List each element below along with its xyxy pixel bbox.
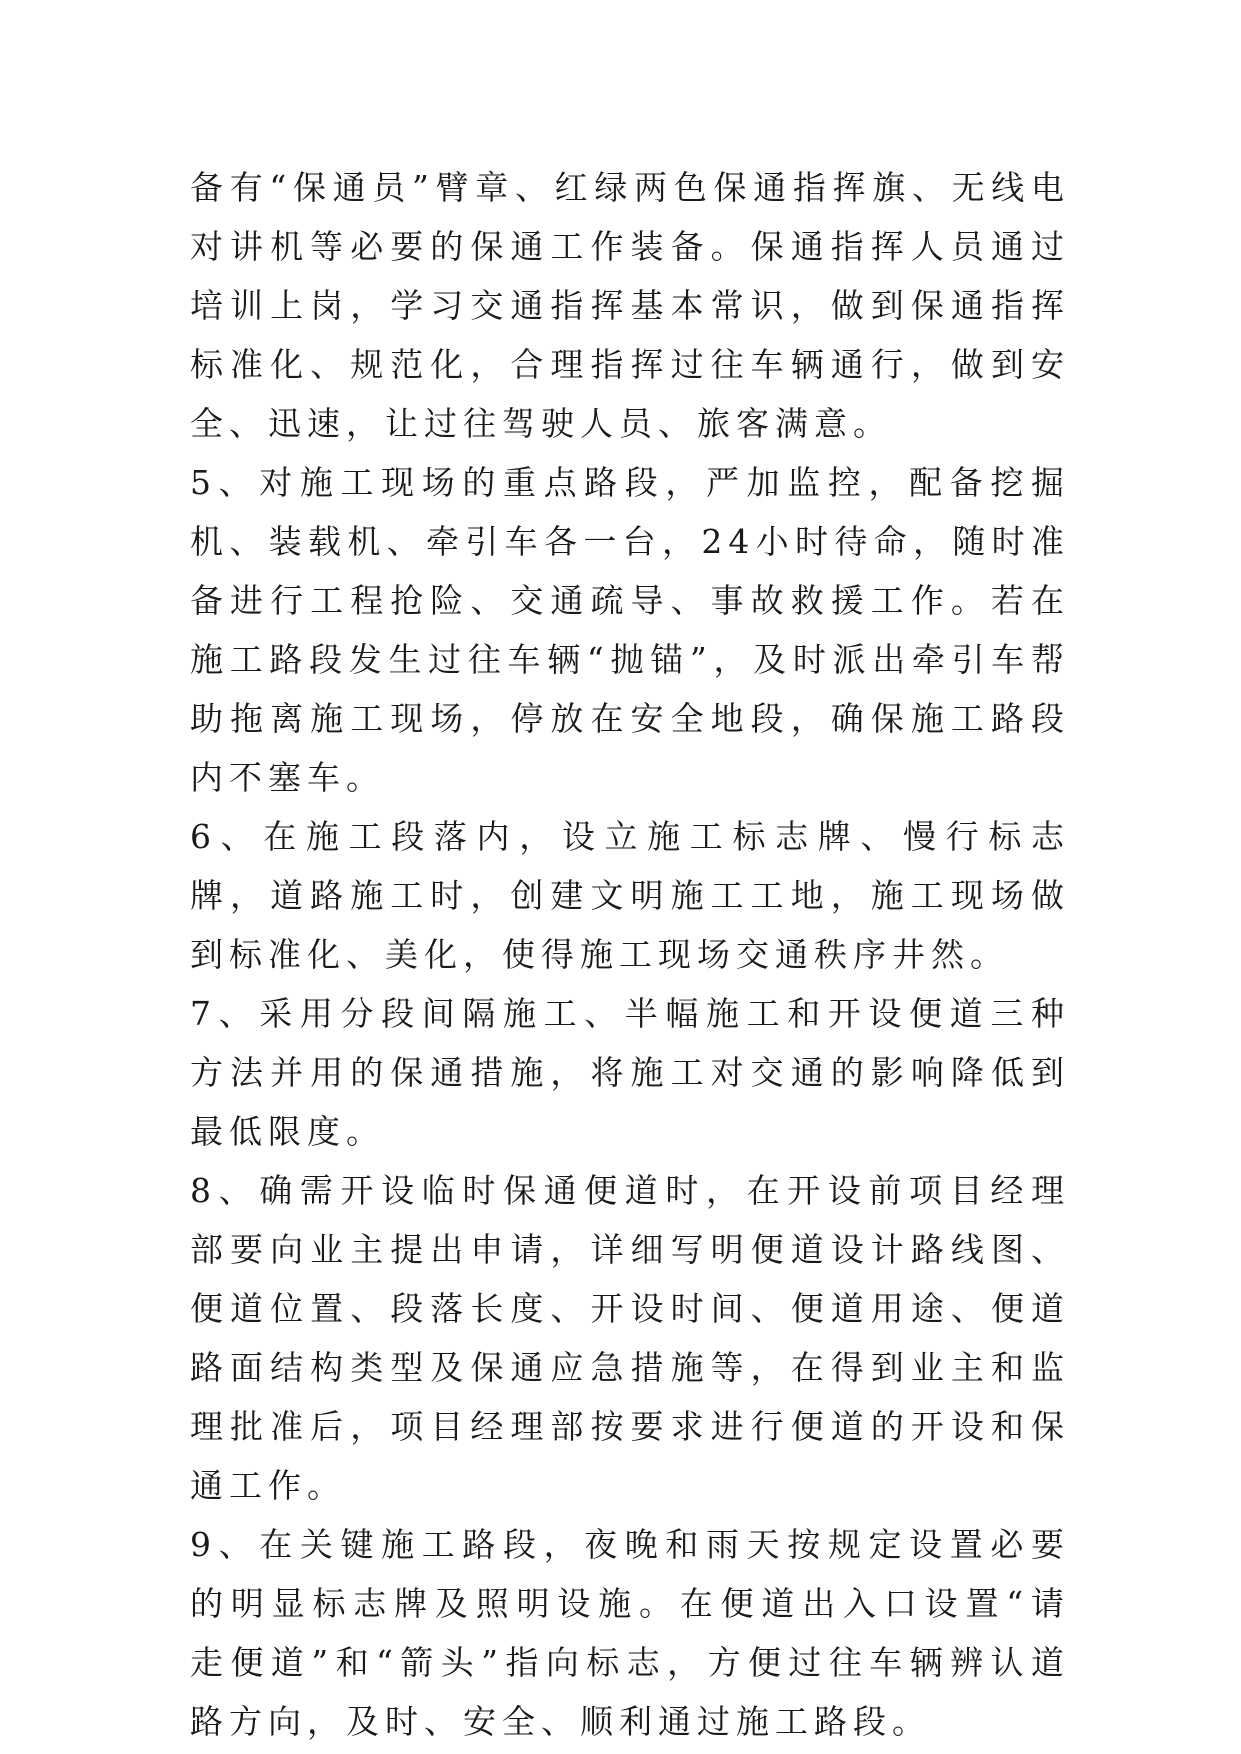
paragraph-item-8: 8、确需开设临时保通便道时，在开设前项目经理部要向业主提出申请，详细写明便道设计路线图、便道位置、段落长度、开设时间、便道用途、便道路面结构类型及保通应急措施等，在得到业主和监理批准后，项目经理部按要求进行便道的开设和保通工作。 <box>190 1171 1070 1505</box>
paragraph-equipment: 备有“保通员”臂章、红绿两色保通指挥旗、无线电对讲机等必要的保通工作装备。保通指挥人员通过培训上岗，学习交通指挥基本常识，做到保通指挥标准化、规范化，合理指挥过往车辆通行，做到安全、迅速，让过往驾驶人员、旅客满意。 <box>190 168 1070 443</box>
body-text <box>190 158 1070 1751</box>
paragraph-item-6: 6、在施工段落内，设立施工标志牌、慢行标志牌，道路施工时，创建文明施工工地，施工现场做到标准化、美化，使得施工现场交通秩序井然。 <box>190 817 1070 974</box>
paragraph-item-7: 7、采用分段间隔施工、半幅施工和开设便道三种方法并用的保通措施，将施工对交通的影响降低到最低限度。 <box>190 994 1070 1151</box>
paragraph-item-5: 5、对施工现场的重点路段，严加监控，配备挖掘机、装载机、牵引车各一台，24小时待命，随时准备进行工程抢险、交通疏导、事故救援工作。若在施工路段发生过往车辆“抛锚”，及时派出牵引车帮助拖离施工现场，停放在安全地段，确保施工路段内不塞车。 <box>190 463 1070 797</box>
paragraph-item-9: 9、在关键施工路段，夜晚和雨天按规定设置必要的明显标志牌及照明设施。在便道出入口设置“请走便道”和“箭头”指向标志，方便过往车辆辨认道路方向，及时、安全、顺利通过施工路段。 <box>190 1525 1070 1741</box>
